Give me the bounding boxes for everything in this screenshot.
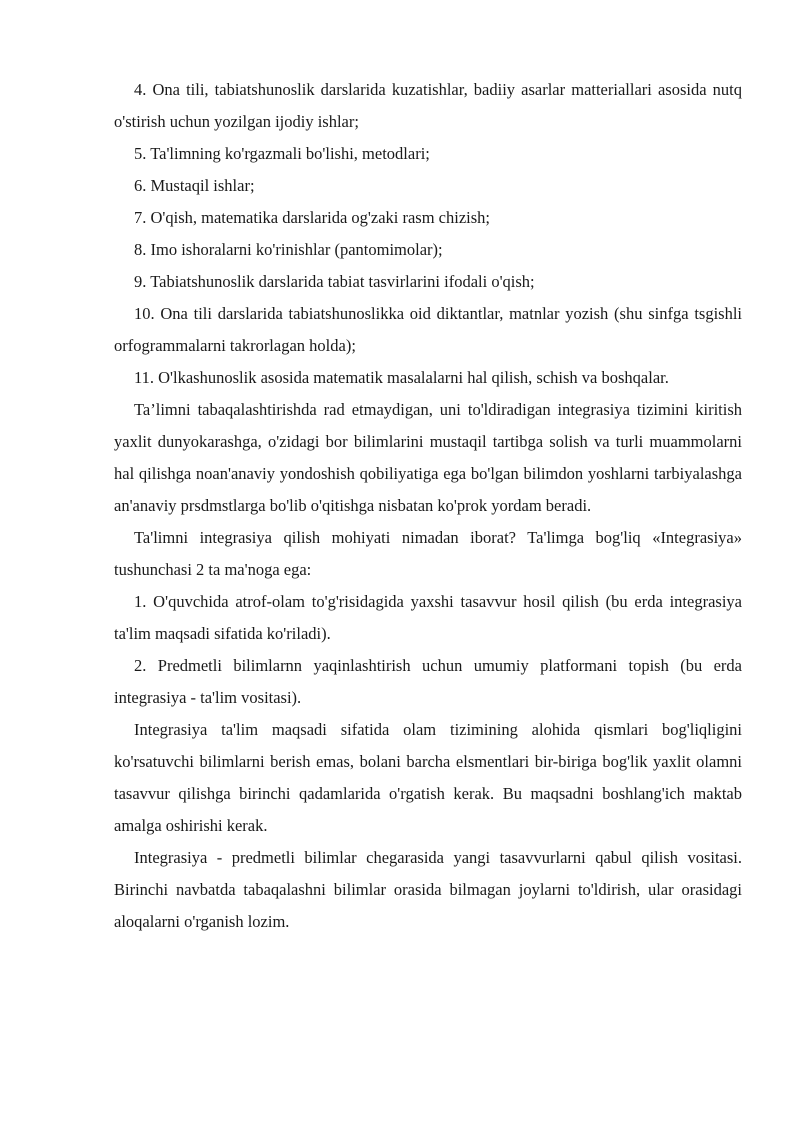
list-item-8: 8. Imo ishoralarni ko'rinishlar (pantomimolar); [134, 240, 443, 259]
list-item-5: 5. Ta'limning ko'rgazmali bo'lishi, metodlari; [134, 144, 430, 163]
list-item-11: 11. O'lkashunoslik asosida matematik masalalarni hal qilish, schish va boshqalar. [134, 368, 669, 387]
body-paragraph: Ta’limni tabaqalashtirishda rad etmaydigan, uni to'ldiradigan integrasiya tizimini kiritish yaxlit dunyokarashga, o'zidagi bor bilimlarini mustaqil tartibga solish va turli muammolarni hal qilishga noan'anaviy yondoshish qobiliyatiga ega bo'lgan bilimdon yoshlarni tarbiyalashga an'anaviy prsdmstlarga bo'lib o'qitishga nisbatan ko'prok yordam beradi. [114, 400, 742, 515]
list-item-10: 10. Ona tili darslarida tabiatshunoslikka oid diktantlar, matnlar yozish (shu sinfga tsgishli orfogrammalarni takrorlagan holda); [114, 304, 742, 355]
list-item-9: 9. Tabiatshunoslik darslarida tabiat tasvirlarini ifodali o'qish; [134, 272, 535, 291]
document-page [114, 74, 742, 938]
body-paragraph: Ta'limni integrasiya qilish mohiyati nimadan iborat? Ta'limga bog'liq «Integrasiya» tushunchasi 2 ta ma'noga ega: [114, 528, 742, 579]
body-paragraph: Integrasiya ta'lim maqsadi sifatida olam tizimining alohida qismlari bog'liqligini ko'rsatuvchi bilimlarni berish emas, bolani barcha elsmentlari bir-biriga bog'lik yaxlit olamni tasavvur qilishga birinchi qadamlarida o'rgatish kerak. Bu maqsadni boshlang'ich maktab amalga oshirishi kerak. [114, 720, 742, 835]
numbered-meaning-2: 2. Predmetli bilimlarnn yaqinlashtirish uchun umumiy platformani topish (bu erda integrasiya - ta'lim vositasi). [114, 656, 742, 707]
body-paragraph: Integrasiya - predmetli bilimlar chegarasida yangi tasavvurlarni qabul qilish vositasi. Birinchi navbatda tabaqalashni bilimlar orasida bilmagan joylarni to'ldirish, ular orasidagi aloqalarni o'rganish lozim. [114, 848, 742, 931]
numbered-meaning-1: 1. O'quvchida atrof-olam to'g'risidagida yaxshi tasavvur hosil qilish (bu erda integrasiya ta'lim maqsadi sifatida ko'riladi). [114, 592, 742, 643]
list-item-4: 4. Ona tili, tabiatshunoslik darslarida kuzatishlar, badiiy asarlar matteriallari asosida nutq o'stirish uchun yozilgan ijodiy ishlar; [114, 80, 742, 131]
list-item-7: 7. O'qish, matematika darslarida og'zaki rasm chizish; [134, 208, 491, 227]
list-item-6: 6. Mustaqil ishlar; [134, 176, 255, 195]
